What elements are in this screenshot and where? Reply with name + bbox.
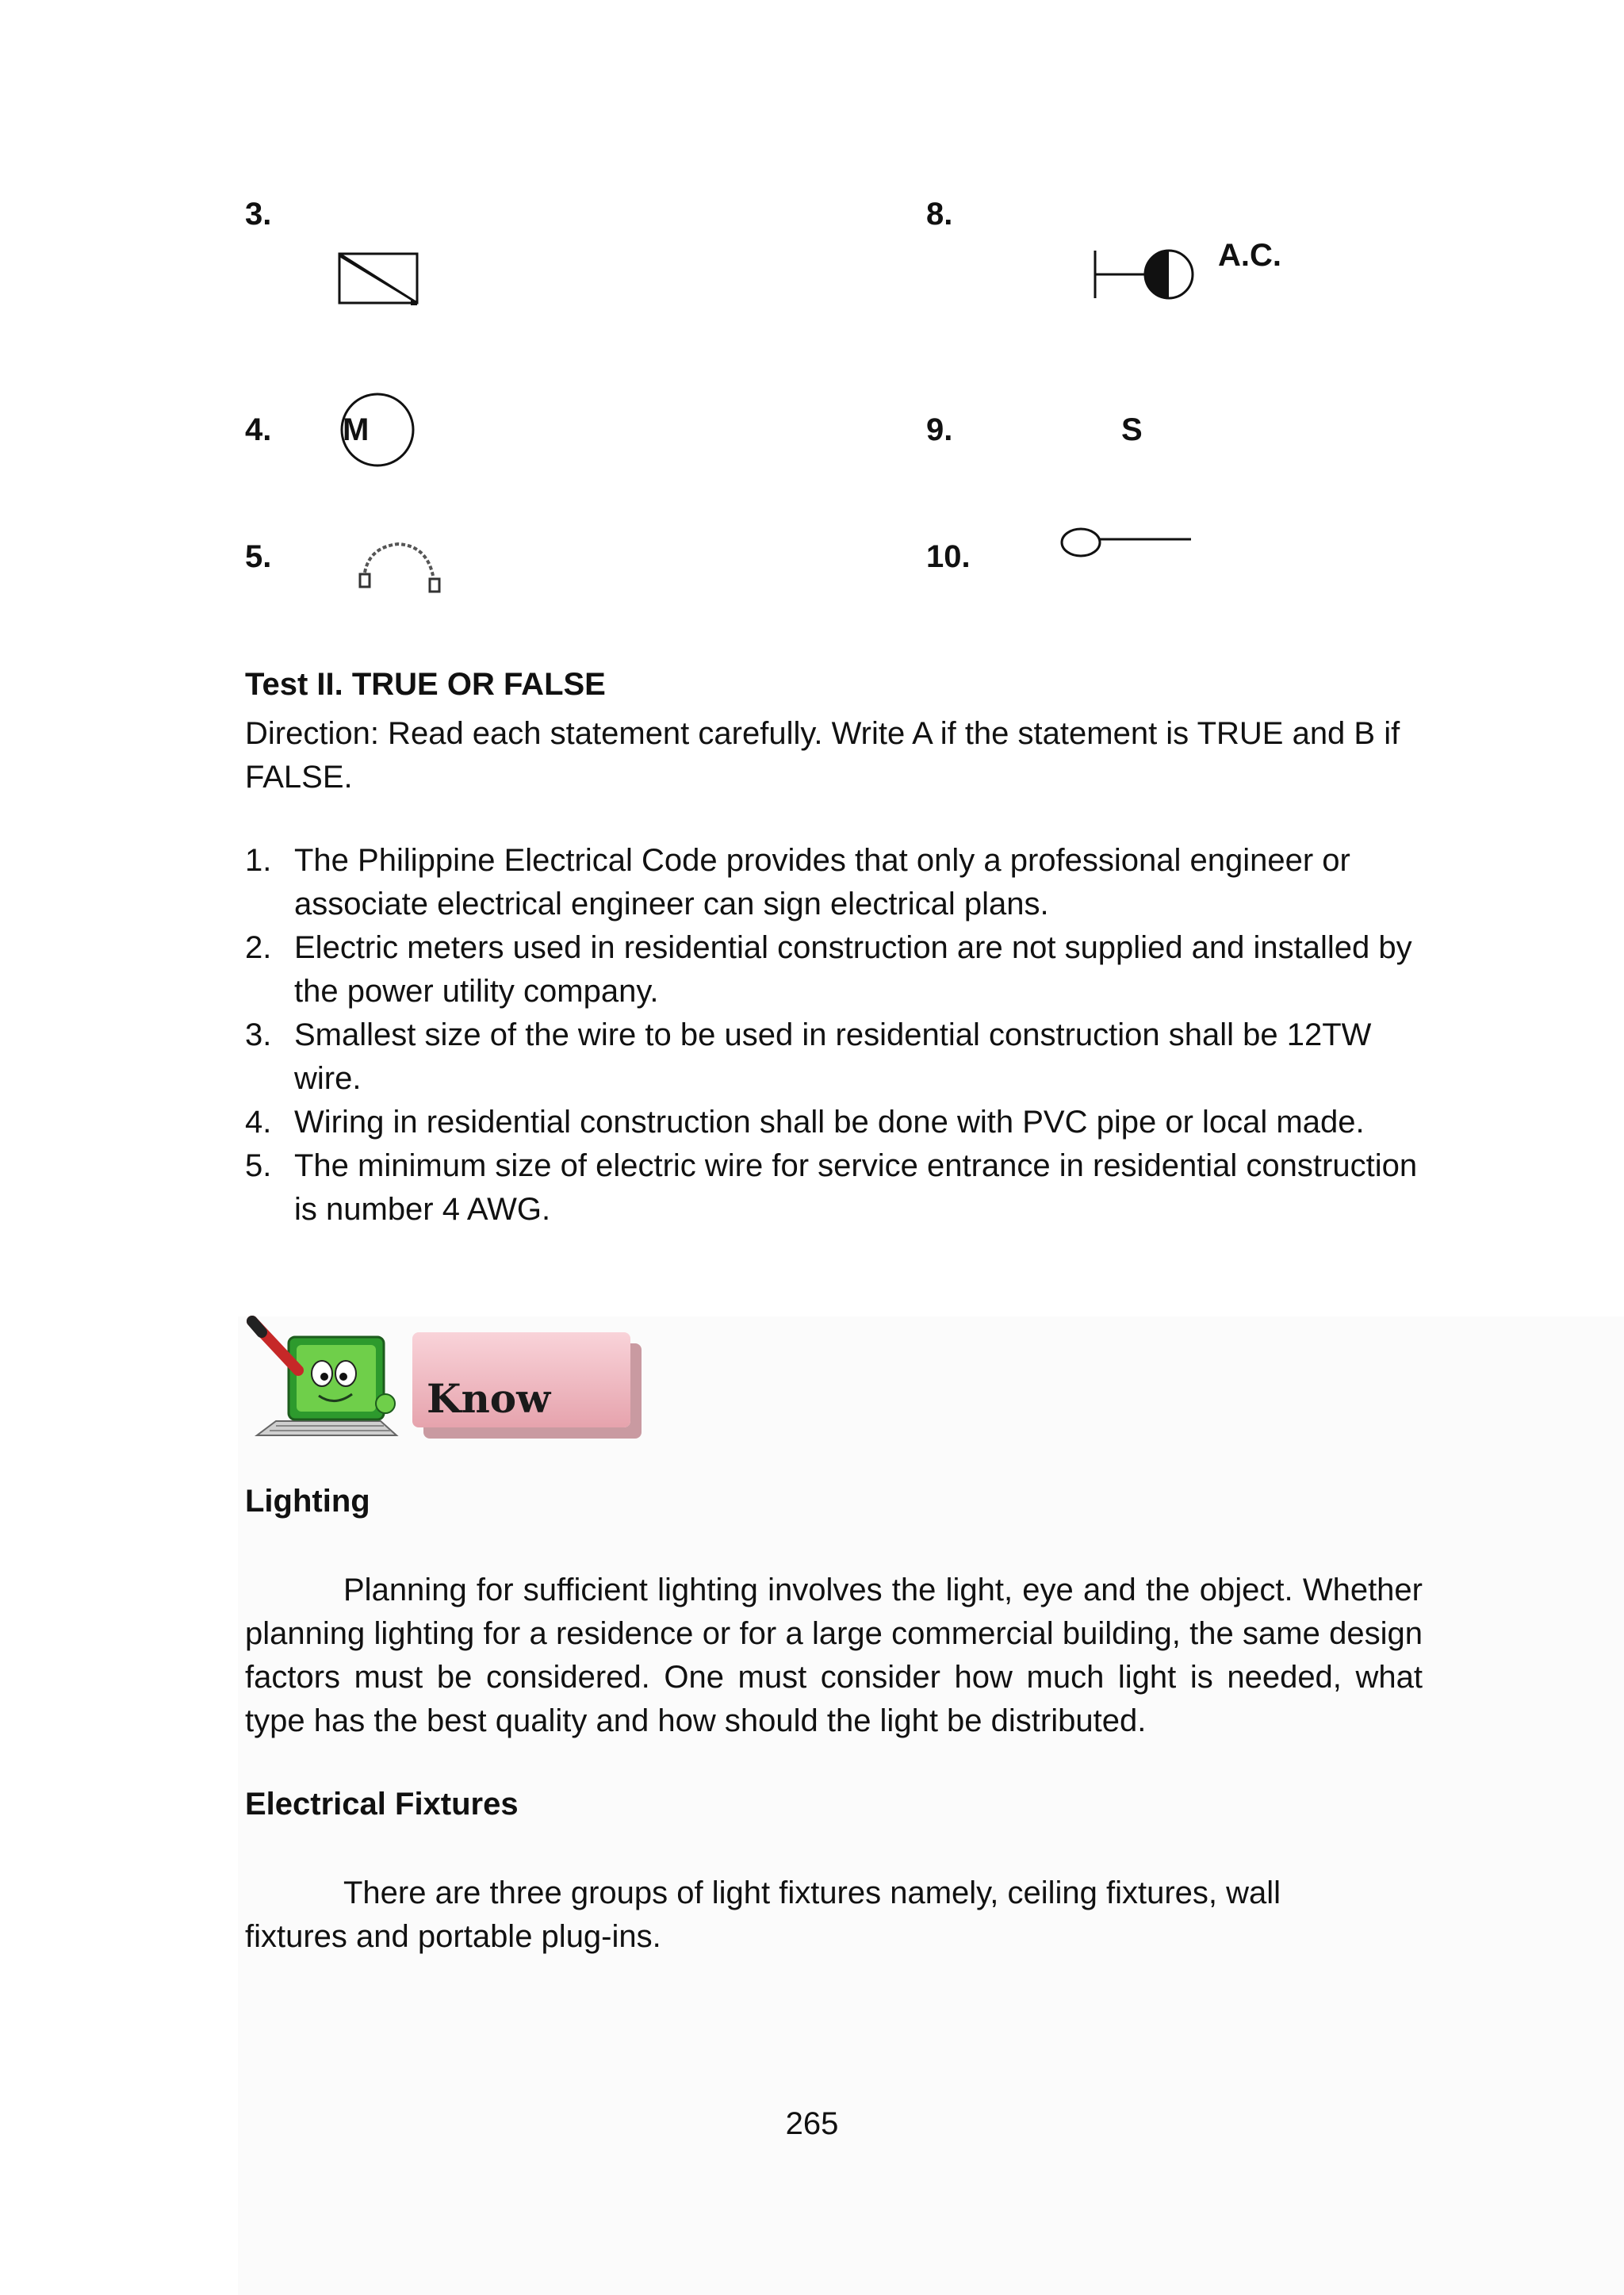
list-item [245, 1013, 1434, 1101]
item-number-8: 8. [926, 197, 953, 232]
test2-title: Test II. TRUE OR FALSE [245, 667, 606, 702]
item-number-9: 9. [926, 412, 953, 447]
list-item-number: 1. [245, 843, 272, 878]
computer-mascot-icon [241, 1310, 416, 1437]
list-item-text: The Philippine Electrical Code provides that only a professional engineer or associate electrical engineer can sign electrical plans. [294, 843, 1350, 921]
list-item [245, 1101, 1434, 1144]
list-item-text: Smallest size of the wire to be used in residential construction shall be 12TW wire. [294, 1017, 1372, 1096]
list-item-number: 5. [245, 1148, 272, 1183]
item-number-3: 3. [245, 197, 272, 232]
list-item [245, 1144, 1434, 1232]
know-banner [412, 1332, 630, 1427]
page-number: 265 [785, 2106, 839, 2141]
true-false-list [245, 839, 1434, 1232]
fixtures-paragraph: There are three groups of light fixtures namely, ceiling fixtures, wall fixtures and portable plug-ins. [245, 1875, 1281, 1954]
lighting-paragraph: Planning for sufficient lighting involves the light, eye and the object. Whether planning lighting for a residence or for a large commercial building, the same design factors must be considered. One must consider how much light is needed, what type has the best quality and how should the light be distributed. [245, 1573, 1423, 1738]
list-item-text: The minimum size of electric wire for service entrance in residential construction is number 4 AWG. [294, 1148, 1418, 1227]
list-item-number: 3. [245, 1017, 272, 1052]
list-item-number: 4. [245, 1105, 272, 1140]
three-way-switch-icon [354, 538, 449, 600]
switch-letter-label: S [1121, 412, 1143, 447]
motor-label: M [343, 412, 370, 447]
list-item-text: Electric meters used in residential construction are not supplied and installed by the power utility company. [294, 930, 1412, 1009]
item-number-5: 5. [245, 539, 272, 574]
know-banner-label: Know [427, 1375, 551, 1422]
lighting-panel-icon [338, 252, 420, 308]
item-number-10: 10. [926, 539, 971, 574]
item-number-4: 4. [245, 412, 272, 447]
fixtures-heading: Electrical Fixtures [245, 1787, 519, 1822]
list-item-number: 2. [245, 930, 272, 965]
ac-outlet-icon [1093, 246, 1196, 303]
ac-label: A.C. [1218, 238, 1281, 273]
list-item-text: Wiring in residential construction shall be done with PVC pipe or local made. [294, 1105, 1365, 1140]
test2-direction: Direction: Read each statement carefully. Write A if the statement is TRUE and B if FALSE. [245, 716, 1400, 795]
pushbutton-icon [1059, 525, 1194, 561]
list-item [245, 839, 1434, 926]
list-item [245, 926, 1434, 1013]
lighting-heading: Lighting [245, 1484, 370, 1519]
